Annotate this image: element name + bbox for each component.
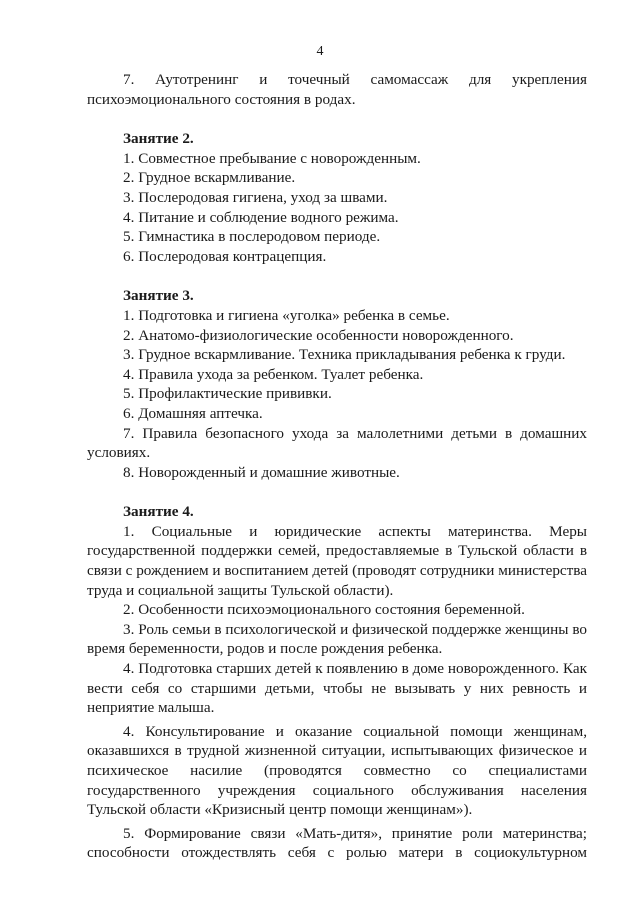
lesson-3-item: 8. Новорожденный и домашние животные. [123,463,400,481]
lesson-4-section [87,502,587,863]
lesson-3-item: 1. Подготовка и гигиена «уголка» ребенка в семье. [123,306,450,324]
lesson-3-item: 3. Грудное вскармливание. Техника прикладывания ребенка к груди. [123,346,566,364]
lesson-4-item: 4. Консультирование и оказание социальной помощи женщинам, оказавшихся в трудной жизненной ситуации, испытывающих физическое и психическое насилие (проводятся совместно со специалистами государственного учреждения социального обслуживания населения Тульской области «Кризисный центр помощи женщинам»). [87,722,587,819]
lesson-4-item: 5. Формирование связи «Мать-дитя», принятие роли материнства; способности отождествлять себя с ролью матери в социокультурном [87,824,587,862]
lesson-3-item: 6. Домашняя аптечка. [123,404,263,422]
lesson-4-title: Занятие 4. [123,503,194,521]
lesson-4-item: 3. Роль семьи в психологической и физической поддержке женщины во время беременности, родов и после рождения ребенка. [87,620,587,658]
page-number: 4 [316,44,324,59]
lesson-2-item: 2. Грудное вскармливание. [123,169,296,187]
lesson-3-item: 2. Анатомо-физиологические особенности новорожденного. [123,326,514,344]
intro-item-7: 7. Аутотренинг и точечный самомассаж для укрепления психоэмоционального состояния в родах. [87,71,587,108]
lesson-2-item: 6. Послеродовая контрацепция. [123,247,327,265]
document-body [87,70,587,863]
lesson-2-title: Занятие 2. [123,130,194,148]
lesson-2-item: 4. Питание и соблюдение водного режима. [123,208,399,226]
lesson-3-title: Занятие 3. [123,287,194,305]
lesson-4-item: 2. Особенности психоэмоционального состояния беременной. [123,601,525,619]
lesson-3-item: 5. Профилактические прививки. [123,385,332,403]
lesson-3-item: 7. Правила безопасного ухода за малолетними детьми в домашних условиях. [87,424,587,462]
lesson-4-item: 4. Подготовка старших детей к появлению в доме новорожденного. Как вести себя со старшими детьми, чтобы не вызывать у них ревность и неприятие малыша. [87,660,587,717]
lesson-3-item: 4. Правила ухода за ребенком. Туалет ребенка. [123,365,424,383]
lesson-4-item: 1. Социальные и юридические аспекты материнства. Меры государственной поддержки семей, предоставляемые в Тульской области в связи с рождением и воспитанием детей (проводят сотрудники министерства труда и социальной защиты Тульской области). [87,522,587,599]
lesson-3-section [87,286,587,482]
lesson-2-item: 3. Послеродовая гигиена, уход за швами. [123,188,388,206]
lesson-2-section [87,129,587,266]
lesson-2-item: 5. Гимнастика в послеродовом периоде. [123,228,381,246]
lesson-2-item: 1. Совместное пребывание с новорожденным. [123,149,421,167]
